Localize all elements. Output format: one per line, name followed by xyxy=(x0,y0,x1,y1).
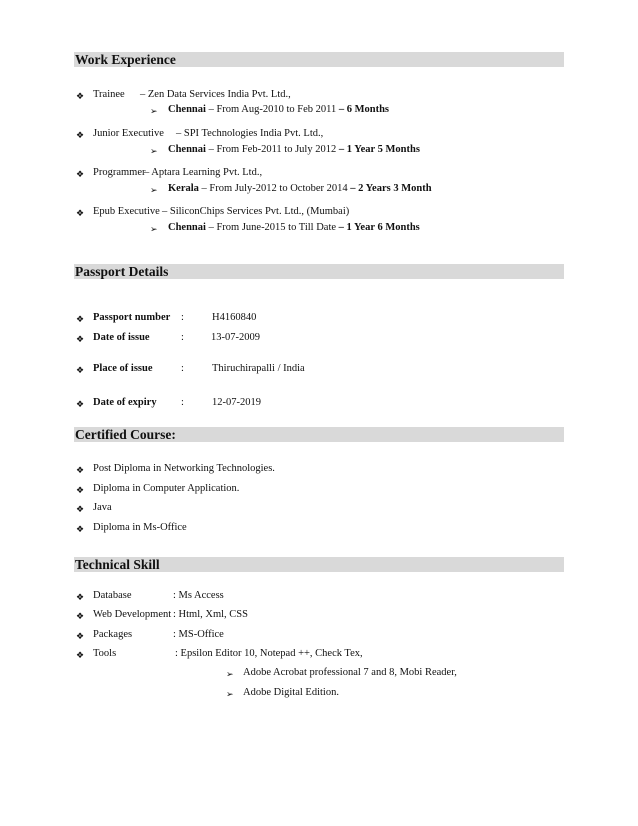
separator: : xyxy=(181,332,184,343)
diamond-bullet-icon: ❖ xyxy=(76,465,85,475)
skill-label: Packages xyxy=(93,629,133,640)
section-header-skills: Technical Skill xyxy=(74,557,564,572)
passport-value: 13-07-2009 xyxy=(211,332,260,343)
skill-label: Tools xyxy=(93,648,117,659)
passport-value: Thiruchirapalli / India xyxy=(212,363,305,374)
arrow-bullet-icon: ➢ xyxy=(150,106,158,116)
diamond-bullet-icon: ❖ xyxy=(76,650,85,660)
diamond-bullet-icon: ❖ xyxy=(76,611,85,621)
diamond-bullet-icon: ❖ xyxy=(76,91,85,101)
arrow-bullet-icon: ➢ xyxy=(150,224,158,234)
passport-label: Date of expiry xyxy=(93,397,157,408)
passport-label: Date of issue xyxy=(93,332,150,343)
arrow-bullet-icon: ➢ xyxy=(226,669,234,679)
work-detail: Kerala – From July-2012 to October 2014 – 2 Years 3 Month xyxy=(168,183,432,194)
diamond-bullet-icon: ❖ xyxy=(76,485,85,495)
separator: : xyxy=(181,397,184,408)
diamond-bullet-icon: ❖ xyxy=(76,314,85,324)
work-role: Epub Executive xyxy=(93,206,160,217)
diamond-bullet-icon: ❖ xyxy=(76,592,85,602)
skill-value: : MS-Office xyxy=(173,629,224,640)
course-text: Diploma in Computer Application. xyxy=(93,483,240,494)
work-company: – Zen Data Services India Pvt. Ltd., xyxy=(140,89,291,100)
course-text: Post Diploma in Networking Technologies. xyxy=(93,463,275,474)
diamond-bullet-icon: ❖ xyxy=(76,130,85,140)
diamond-bullet-icon: ❖ xyxy=(76,399,85,409)
skill-subitem-text: Adobe Digital Edition. xyxy=(243,687,339,698)
course-text: Java xyxy=(93,502,112,513)
work-company: – SiliconChips Services Pvt. Ltd., (Mumbai) xyxy=(162,206,350,217)
arrow-bullet-icon: ➢ xyxy=(226,689,234,699)
skill-value: : Ms Access xyxy=(173,590,224,601)
section-header-passport: Passport Details xyxy=(74,264,564,279)
work-company: – SPI Technologies India Pvt. Ltd., xyxy=(176,128,324,139)
diamond-bullet-icon: ❖ xyxy=(76,365,85,375)
diamond-bullet-icon: ❖ xyxy=(76,524,85,534)
work-company: – Aptara Learning Pvt. Ltd., xyxy=(144,167,263,178)
separator: : xyxy=(181,312,184,323)
skill-label: Web Development xyxy=(93,609,172,620)
passport-label: Place of issue xyxy=(93,363,153,374)
skill-label: Database xyxy=(93,590,132,601)
skill-value: : Html, Xml, CSS xyxy=(173,609,248,620)
work-detail: Chennai – From June-2015 to Till Date – 1 Year 6 Months xyxy=(168,222,420,233)
work-role: Trainee xyxy=(93,89,125,100)
diamond-bullet-icon: ❖ xyxy=(76,208,85,218)
arrow-bullet-icon: ➢ xyxy=(150,185,158,195)
skill-value: : Epsilon Editor 10, Notepad ++, Check Tex, xyxy=(175,648,363,659)
passport-value: H4160840 xyxy=(212,312,257,323)
separator: : xyxy=(181,363,184,374)
work-detail: Chennai – From Feb-2011 to July 2012 – 1 Year 5 Months xyxy=(168,144,420,155)
section-header-courses: Certified Course: xyxy=(74,427,564,442)
section-header-work: Work Experience xyxy=(74,52,564,67)
work-role: Programmer xyxy=(93,167,146,178)
arrow-bullet-icon: ➢ xyxy=(150,146,158,156)
diamond-bullet-icon: ❖ xyxy=(76,504,85,514)
skill-subitem-text: Adobe Acrobat professional 7 and 8, Mobi Reader, xyxy=(243,667,457,678)
work-role: Junior Executive xyxy=(93,128,164,139)
passport-label: Passport number xyxy=(93,312,171,323)
passport-value: 12-07-2019 xyxy=(212,397,261,408)
diamond-bullet-icon: ❖ xyxy=(76,169,85,179)
diamond-bullet-icon: ❖ xyxy=(76,334,85,344)
diamond-bullet-icon: ❖ xyxy=(76,631,85,641)
work-detail: Chennai – From Aug-2010 to Feb 2011 – 6 Months xyxy=(168,104,390,115)
course-text: Diploma in Ms-Office xyxy=(93,522,187,533)
